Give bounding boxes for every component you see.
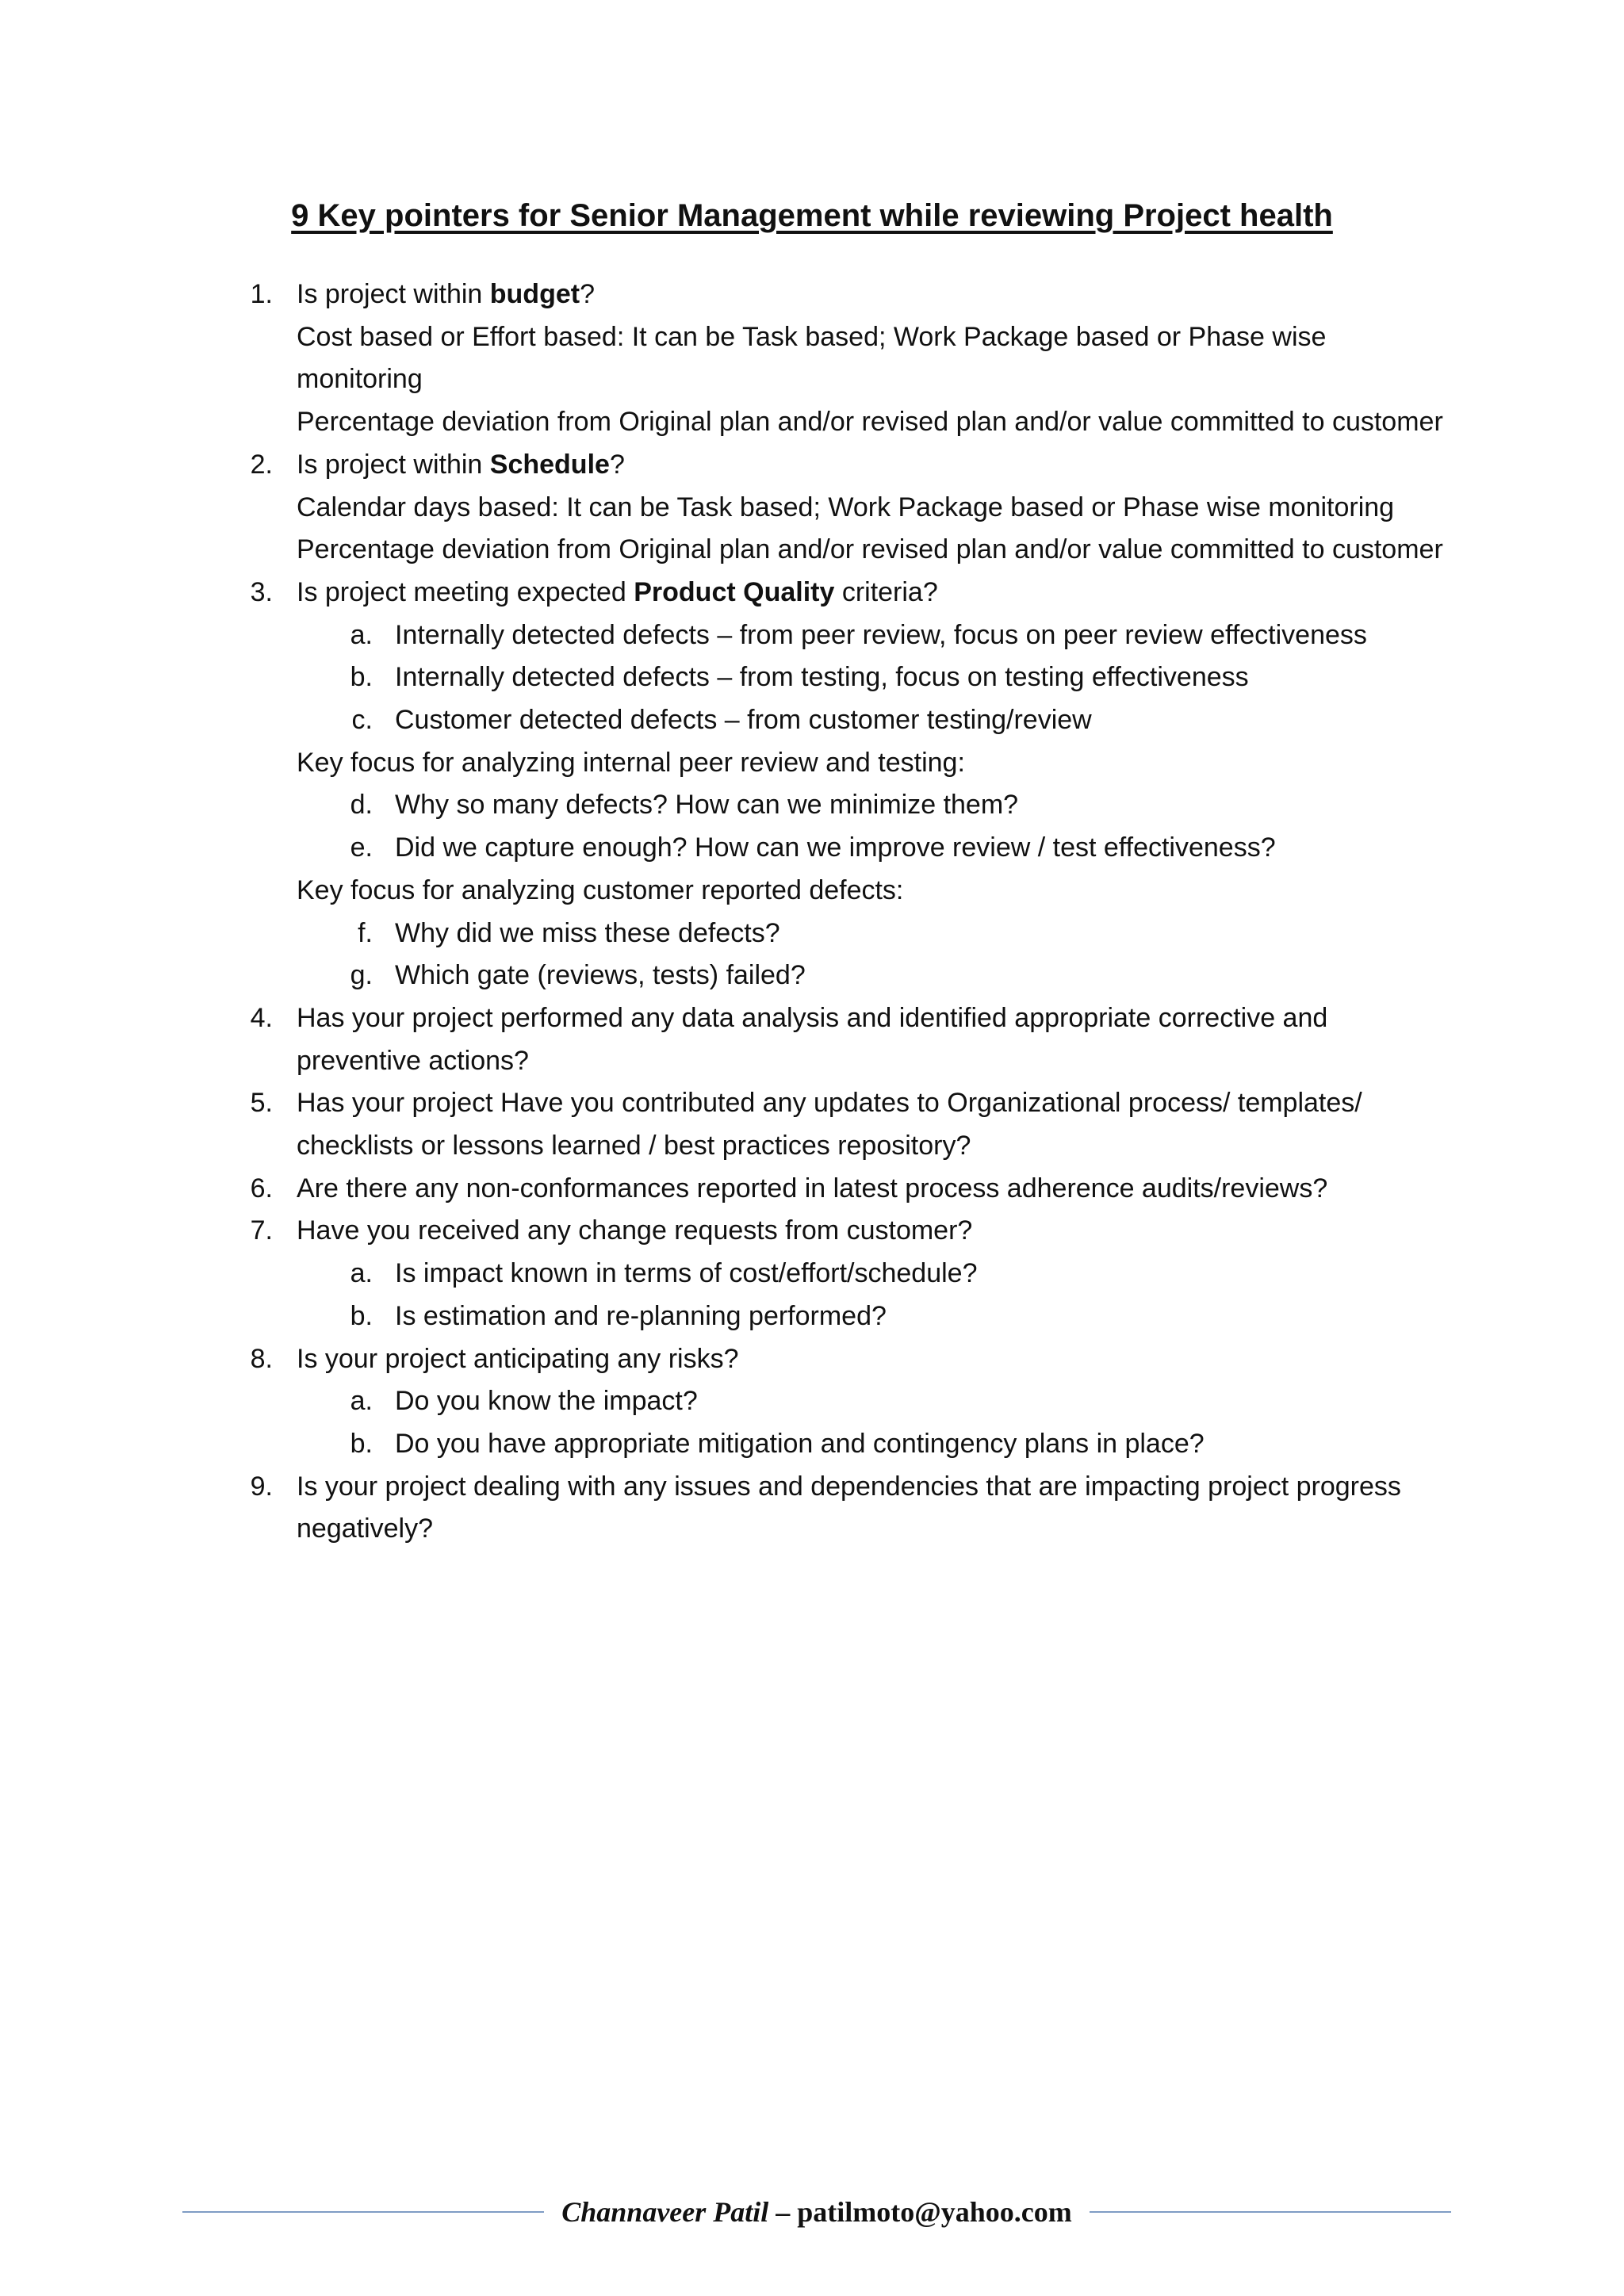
footer-rule-left bbox=[182, 2211, 544, 2213]
sub-letter: a. bbox=[350, 619, 373, 650]
item-number: 4. bbox=[250, 1002, 273, 1033]
sub-letter: f. bbox=[358, 917, 373, 948]
item-text: Are there any non-conformances reported in latest process adherence audits/reviews? bbox=[297, 1173, 1328, 1203]
page-footer bbox=[182, 2188, 1451, 2236]
sub-letter: b. bbox=[350, 662, 373, 693]
item-heading: Is project meeting expected Product Quality criteria? bbox=[297, 576, 938, 607]
item-heading: Is project within Schedule? bbox=[297, 449, 625, 480]
item-number: 6. bbox=[250, 1173, 273, 1203]
sub-item: g. Which gate (reviews, tests) failed? bbox=[246, 955, 1451, 997]
list-item-5 bbox=[246, 1082, 1451, 1167]
item-number: 5. bbox=[250, 1088, 273, 1119]
bold-keyword: budget bbox=[489, 279, 580, 309]
list-item-1 bbox=[246, 274, 1451, 444]
sub-letter: d. bbox=[350, 790, 373, 821]
sub-item: b. Do you have appropriate mitigation and contingency plans in place? bbox=[246, 1423, 1451, 1466]
sub-item: a. Do you know the impact? bbox=[246, 1380, 1451, 1423]
item-number: 2. bbox=[250, 449, 273, 480]
sub-item: f. Why did we miss these defects? bbox=[246, 913, 1451, 955]
list-item-7 bbox=[246, 1210, 1451, 1253]
list-item-9 bbox=[246, 1466, 1451, 1551]
sub-letter: b. bbox=[350, 1428, 373, 1459]
sub-letter: c. bbox=[351, 705, 373, 736]
item-text: Is your project dealing with any issues and dependencies that are impacting project progress negatively? bbox=[297, 1471, 1401, 1544]
item-heading: Is project within budget? bbox=[297, 279, 595, 309]
item-text: Have you received any change requests from customer? bbox=[297, 1215, 973, 1246]
author-email: patilmoto@yahoo.com bbox=[797, 2196, 1072, 2228]
sub-letter: b. bbox=[350, 1300, 373, 1331]
item-number: 9. bbox=[250, 1471, 273, 1502]
sub-item: c. Customer detected defects – from customer testing/review bbox=[246, 699, 1451, 742]
sub-item: d. Why so many defects? How can we minimize them? bbox=[246, 784, 1451, 827]
footer-rule-right bbox=[1090, 2211, 1451, 2213]
list-item-8 bbox=[246, 1338, 1451, 1381]
item-number: 3. bbox=[250, 576, 273, 607]
item-detail: Percentage deviation from Original plan and/or revised plan and/or value committed to customer bbox=[297, 407, 1443, 438]
sub-item: a. Is impact known in terms of cost/effort/schedule? bbox=[246, 1253, 1451, 1295]
sub-item: b. Is estimation and re-planning performed? bbox=[246, 1295, 1451, 1338]
sub-letter: e. bbox=[350, 832, 373, 863]
footer-text bbox=[544, 2195, 1090, 2229]
sub-item: a. Internally detected defects – from peer review, focus on peer review effectiveness bbox=[246, 614, 1451, 657]
focus-heading: Key focus for analyzing customer reported defects: bbox=[297, 874, 904, 905]
focus-heading: Key focus for analyzing internal peer review and testing: bbox=[297, 747, 965, 778]
bold-keyword: Product Quality bbox=[634, 576, 835, 607]
item-detail: Percentage deviation from Original plan and/or revised plan and/or value committed to customer bbox=[297, 534, 1443, 565]
sub-letter: a. bbox=[350, 1386, 373, 1417]
list-item-2 bbox=[246, 444, 1451, 572]
item-number: 1. bbox=[250, 279, 273, 309]
sub-item: b. Internally detected defects – from testing, focus on testing effectiveness bbox=[246, 656, 1451, 699]
sub-item: e. Did we capture enough? How can we improve review / test effectiveness? bbox=[246, 827, 1451, 870]
item-text: Is your project anticipating any risks? bbox=[297, 1343, 739, 1374]
bold-keyword: Schedule bbox=[489, 449, 610, 480]
item-detail: Cost based or Effort based: It can be Task based; Work Package based or Phase wise monitoring bbox=[297, 321, 1327, 395]
sub-letter: a. bbox=[350, 1258, 373, 1289]
item-text: Has your project Have you contributed any updates to Organizational process/ templates/ checklists or lessons learned / best practices repository? bbox=[297, 1088, 1362, 1161]
list-item-3 bbox=[246, 572, 1451, 614]
item-number: 8. bbox=[250, 1343, 273, 1374]
pointer-list bbox=[246, 274, 1451, 1551]
author-name: Channaveer Patil bbox=[561, 2196, 769, 2228]
document-title: 9 Key pointers for Senior Management while reviewing Project health bbox=[291, 198, 1333, 233]
item-detail: Calendar days based: It can be Task based; Work Package based or Phase wise monitoring bbox=[297, 492, 1395, 522]
sub-letter: g. bbox=[350, 960, 373, 991]
item-text: Has your project performed any data analysis and identified appropriate corrective and preventive actions? bbox=[297, 1002, 1328, 1076]
list-item-4 bbox=[246, 997, 1451, 1082]
item-number: 7. bbox=[250, 1215, 273, 1246]
footer-separator: – bbox=[768, 2196, 798, 2228]
list-item-6 bbox=[246, 1168, 1451, 1211]
